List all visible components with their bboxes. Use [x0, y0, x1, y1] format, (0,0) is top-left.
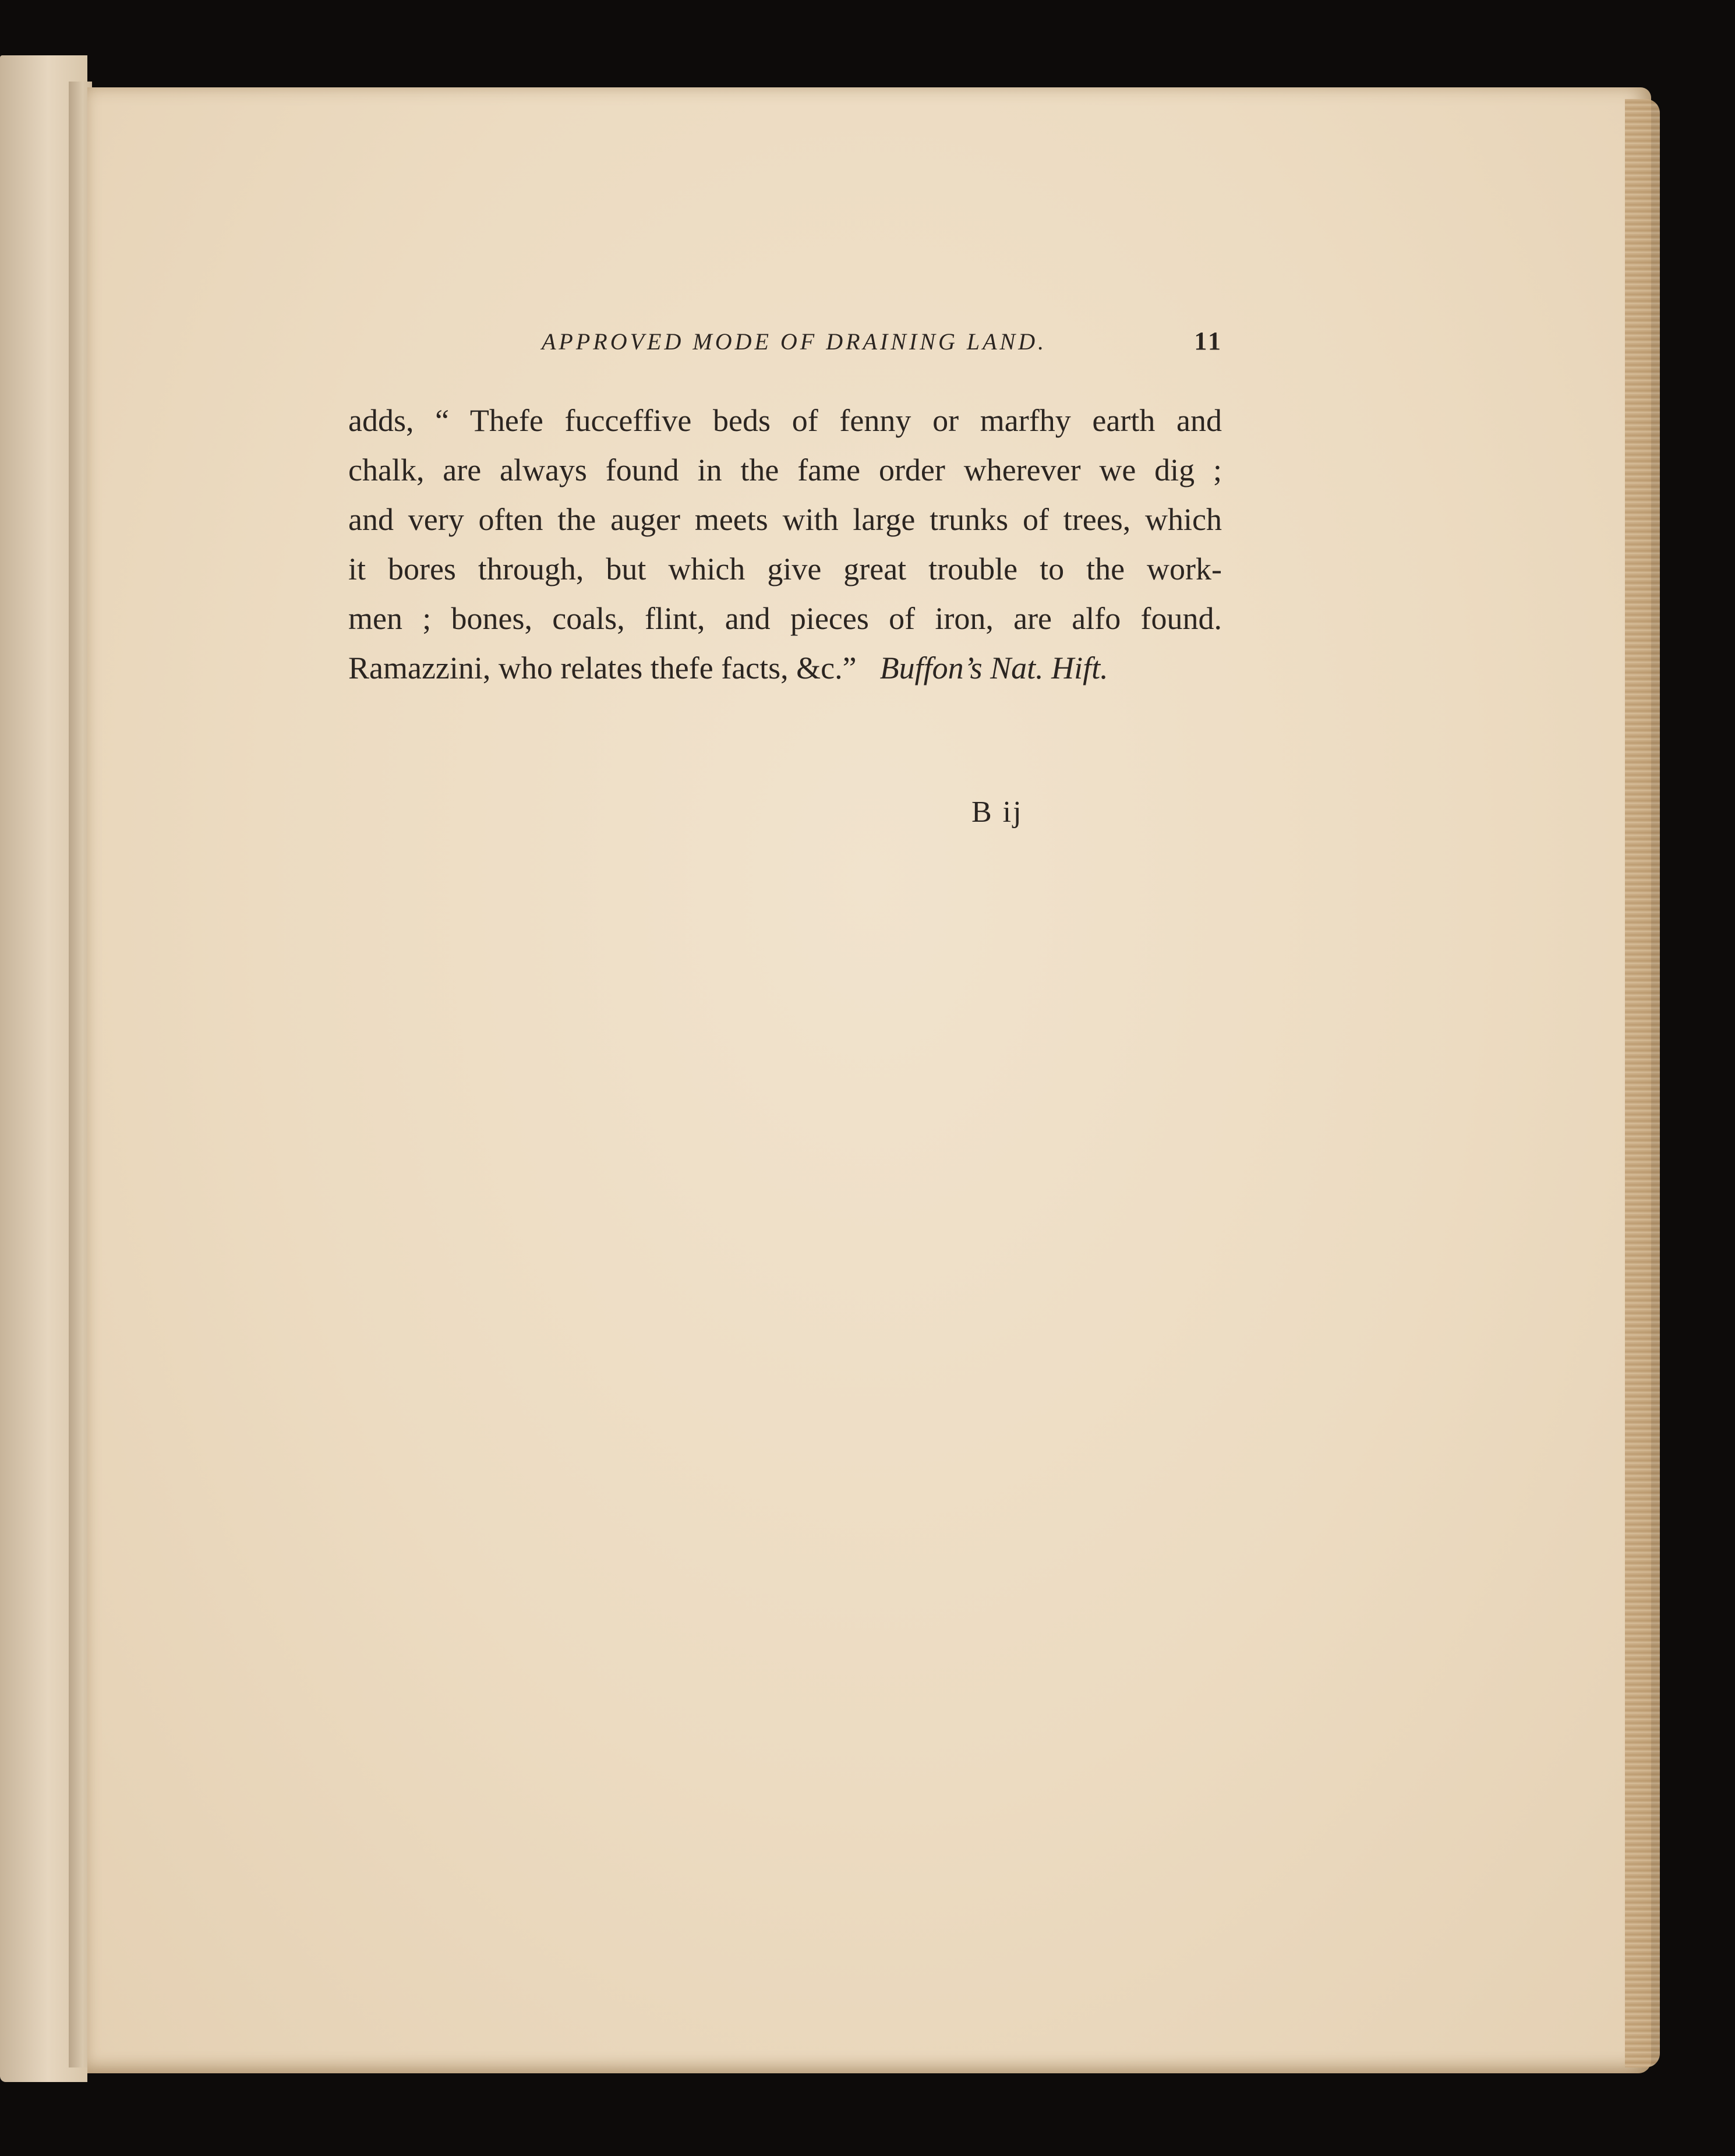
- running-head-title: APPROVED MODE OF DRAINING LAND.: [542, 328, 1047, 355]
- text-line: adds, “ Thefe fucceffive beds of fenny or marfhy earth and: [348, 403, 1222, 438]
- running-head: [542, 326, 1223, 361]
- text-line: it bores through, but which give great trouble to the work-: [348, 552, 1222, 586]
- text-line-final-text: Ramazzini, who relates thefe facts, &c.”: [348, 651, 857, 685]
- citation: Buffon’s Nat. Hift.: [879, 651, 1108, 685]
- page-number: 11: [1194, 327, 1223, 355]
- text-line-final: [348, 644, 1222, 693]
- text-line: and very often the auger meets with large trunks of trees, which: [348, 502, 1222, 537]
- body-paragraph: [348, 396, 1222, 693]
- text-line: chalk, are always found in the fame order wherever we dig ;: [348, 453, 1222, 487]
- text-line: men ; bones, coals, flint, and pieces of iron, are alfo found.: [348, 601, 1222, 636]
- page-fore-edge: [1625, 99, 1660, 2067]
- signature-mark: B ij: [971, 796, 1023, 829]
- book-page: [87, 87, 1651, 2073]
